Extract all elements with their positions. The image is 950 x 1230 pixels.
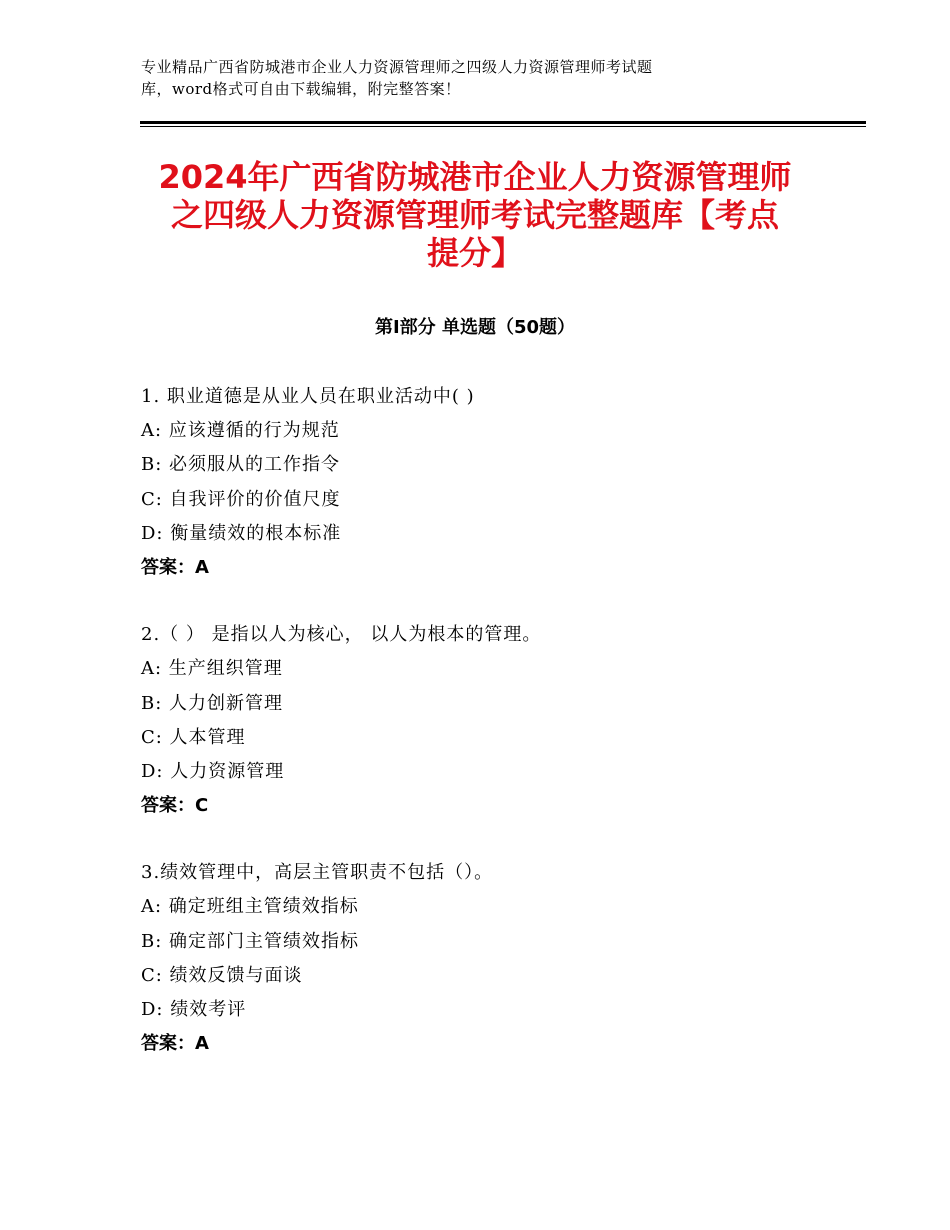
option-d: D: 人力资源管理 xyxy=(141,760,285,782)
answer: 答案：C xyxy=(141,795,209,817)
question-3 xyxy=(141,856,841,1061)
header-note-line-2: 库，word格式可自由下载编辑，附完整答案！ xyxy=(141,80,461,98)
document-title-line-2: 之四级人力资源管理师考试完整题库【考点 xyxy=(170,196,779,234)
document-title-line-3: 提分】 xyxy=(426,234,523,272)
document-title-line-1: 2024年广西省防城港市企业人力资源管理师 xyxy=(158,158,792,196)
option-d: D: 衡量绩效的根本标准 xyxy=(141,522,342,544)
option-d: D: 绩效考评 xyxy=(141,999,247,1020)
header-note-line-1: 专业精品广西省防城港市企业人力资源管理师之四级人力资源管理师考试题 xyxy=(141,58,653,76)
option-a: A: 生产组织管理 xyxy=(141,658,283,680)
header-note xyxy=(141,56,781,100)
question-stem: 1. 职业道德是从业人员在职业活动中( ) xyxy=(141,386,475,407)
document-title xyxy=(130,158,820,272)
header-divider-thin xyxy=(140,126,866,127)
option-c: C: 人本管理 xyxy=(141,726,246,748)
question-2 xyxy=(141,618,841,823)
question-stem: 3.绩效管理中，高层主管职责不包括（）。 xyxy=(141,862,494,884)
question-list xyxy=(141,380,841,1094)
option-b: B: 确定部门主管绩效指标 xyxy=(141,930,360,952)
answer: 答案：A xyxy=(141,556,209,578)
option-a: A: 确定班组主管绩效指标 xyxy=(141,896,359,918)
answer: 答案：A xyxy=(141,1033,209,1055)
option-a: A: 应该遵循的行为规范 xyxy=(141,420,340,442)
option-c: C: 自我评价的价值尺度 xyxy=(141,488,341,510)
question-stem: 2.（ ） 是指以人为核心， 以人为根本的管理。 xyxy=(141,624,542,646)
header-divider-thick xyxy=(140,121,866,124)
option-c: C: 绩效反馈与面谈 xyxy=(141,964,303,986)
section-title: 第Ⅰ部分 单选题（50题） xyxy=(374,317,575,338)
option-b: B: 人力创新管理 xyxy=(141,692,284,714)
question-1 xyxy=(141,380,841,585)
option-b: B: 必须服从的工作指令 xyxy=(141,454,341,476)
